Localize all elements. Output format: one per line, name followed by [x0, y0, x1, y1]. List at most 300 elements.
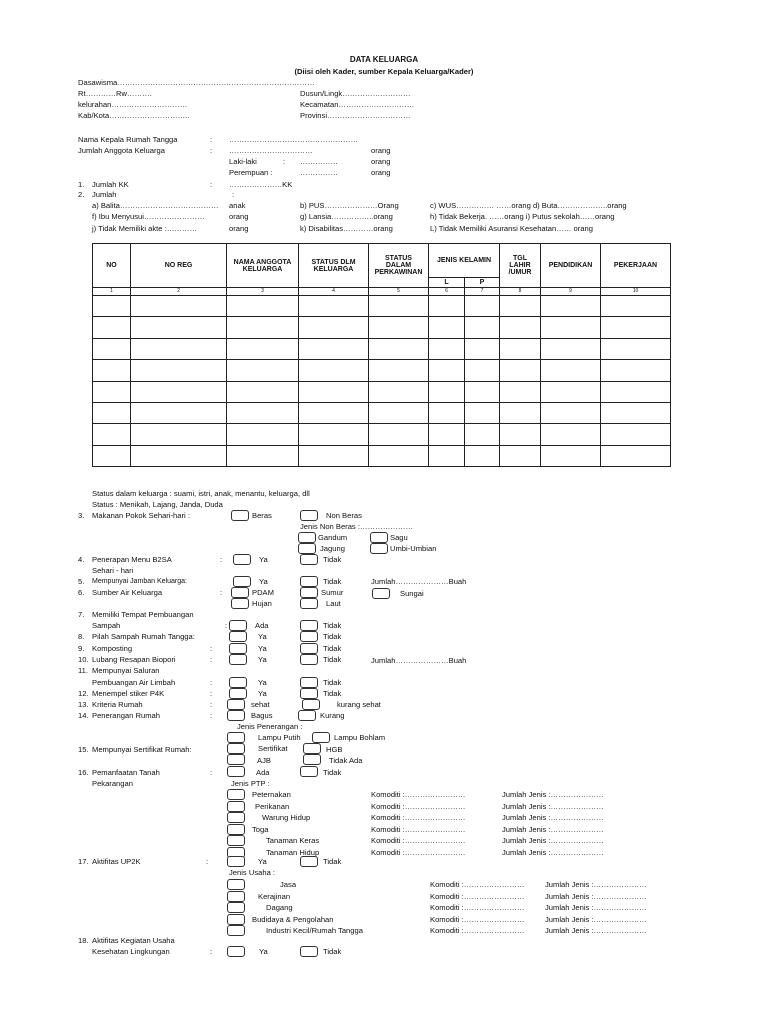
q12-no-checkbox[interactable] [300, 688, 318, 699]
item-number: 3. [78, 511, 85, 520]
tidak-bekerja-field[interactable]: h) Tidak Bekerja. ……orang i) Putus sekolah……orang [430, 212, 615, 221]
q15-sertifikat-checkbox[interactable] [227, 743, 245, 754]
table-cell[interactable] [500, 402, 541, 423]
q14-lampu-bohlam-label: Lampu Bohlam [334, 733, 386, 742]
table-cell[interactable] [500, 445, 541, 466]
table-row [93, 360, 671, 381]
q4-label: Penerapan Menu B2SA [92, 555, 172, 564]
table-cell[interactable] [131, 402, 227, 423]
members-label: Jumlah Anggota Keluarga [78, 146, 165, 155]
table-cell[interactable] [227, 296, 299, 317]
header-status-keluarga: STATUS DLM KELUARGA [299, 244, 369, 288]
q17-usaha-jumlah-field[interactable]: Jumlah Jenis :………………… [545, 926, 647, 935]
header-pendidikan: PENDIDIKAN [541, 244, 601, 288]
table-row [93, 381, 671, 402]
q15-tidak-ada-label: Tidak Ada [329, 756, 363, 765]
q8-label: Pilah Sampah Rumah Tangga: [92, 632, 195, 641]
table-cell[interactable] [369, 338, 429, 359]
q17-yes-checkbox[interactable] [227, 856, 245, 867]
male-label: Laki-laki [229, 157, 257, 166]
unit-label: orang [229, 212, 249, 221]
q9-no-label: Tidak [323, 644, 342, 653]
q17-yes-label: Ya [258, 857, 267, 866]
q18-no-checkbox[interactable] [300, 946, 318, 957]
q3-sub-label: Jenis Non Beras :………………… [300, 522, 414, 531]
item-number: 8. [78, 632, 85, 641]
balita-field[interactable]: a) Balita………………………………… [92, 201, 219, 210]
col-number: 1 [93, 288, 131, 296]
table-cell[interactable] [227, 402, 299, 423]
q9-no-checkbox[interactable] [300, 643, 318, 654]
table-row [93, 424, 671, 445]
table-row [93, 338, 671, 359]
q13-yes-label: sehat [251, 700, 270, 709]
colon: : [210, 180, 213, 189]
table-cell[interactable] [429, 402, 465, 423]
q17-usaha-checkbox[interactable] [227, 891, 245, 902]
q16-ptp-komoditi-field[interactable]: Komoditi :…………………… [371, 813, 466, 822]
q4-label-2: Sehari - hari [92, 566, 134, 575]
q17-usaha-jumlah-field[interactable]: Jumlah Jenis :………………… [545, 880, 647, 889]
col-number: 10 [601, 288, 671, 296]
ibu-menyusui-field[interactable]: f) Ibu Menyusui…………………… [92, 212, 205, 221]
q16-ptp-checkbox[interactable] [227, 801, 245, 812]
q16-ptp-checkbox[interactable] [227, 835, 245, 846]
q16-ptp-jumlah-field[interactable]: Jumlah Jenis :………………… [502, 847, 604, 857]
col-number: 4 [299, 288, 369, 296]
table-cell[interactable] [299, 381, 369, 402]
q7-no-checkbox[interactable] [300, 620, 318, 631]
table-cell[interactable] [93, 381, 131, 402]
table-cell[interactable] [429, 360, 465, 381]
table-cell[interactable] [601, 360, 671, 381]
table-cell[interactable] [465, 360, 500, 381]
table-cell[interactable] [227, 445, 299, 466]
table-row [93, 296, 671, 317]
q14-lampu-putih-label: Lampu Putih [258, 733, 301, 742]
table-cell[interactable] [369, 317, 429, 338]
item-number: 16. [78, 768, 89, 777]
q16-ptp-label: Perikanan [255, 801, 290, 811]
q17-usaha-label: Jasa [280, 880, 297, 889]
q16-no-label: Tidak [323, 768, 342, 777]
q10-label: Lubang Resapan Biopori [92, 655, 176, 664]
q10-yes-label: Ya [258, 655, 267, 664]
item-number: 7. [78, 610, 85, 619]
q16-ptp-label: Tanaman Keras [266, 836, 320, 845]
q16-ptp-jumlah-field[interactable]: Jumlah Jenis :………………… [502, 790, 604, 799]
q3-umbi-label: Umbi-Umbian [390, 544, 437, 553]
table-cell[interactable] [131, 317, 227, 338]
note-status-keluarga: Status dalam keluarga : suami, istri, anak, menantu, keluarga, dll [92, 489, 310, 498]
dasawisma-field[interactable]: Dasawisma…………………………………………………………………… [78, 78, 315, 87]
rt-rw-field[interactable]: Rt…………Rw………. [78, 89, 152, 98]
table-cell[interactable] [369, 402, 429, 423]
q3-nonberas-checkbox[interactable] [300, 510, 318, 521]
item-number: 11. [78, 666, 88, 675]
q17-usaha-checkbox[interactable] [227, 902, 245, 913]
table-cell[interactable] [131, 424, 227, 445]
q15-ajb-checkbox[interactable] [227, 754, 245, 765]
table-cell[interactable] [131, 445, 227, 466]
table-cell[interactable] [93, 402, 131, 423]
q17-no-checkbox[interactable] [300, 856, 318, 867]
table-row [93, 317, 671, 338]
table-cell[interactable] [93, 296, 131, 317]
table-cell[interactable] [369, 424, 429, 445]
table-cell[interactable] [227, 317, 299, 338]
provinsi-field[interactable]: Provinsi…………………………… [300, 111, 411, 120]
q16-ptp-checkbox[interactable] [227, 789, 245, 800]
header-no: NO [93, 244, 131, 288]
item-number: 18. [78, 936, 89, 945]
q5-count-field[interactable]: Jumlah…………………Buah [371, 577, 467, 586]
asuransi-field[interactable]: L) Tidak Memiliki Asuransi Kesehatan…… orang [430, 224, 593, 233]
colon: : [220, 555, 223, 564]
table-cell[interactable] [131, 360, 227, 381]
q17-usaha-jumlah-field[interactable]: Jumlah Jenis :………………… [545, 914, 647, 924]
q3-jagung-checkbox[interactable] [298, 543, 316, 554]
table-cell[interactable] [429, 381, 465, 402]
q13-no-label: kurang sehat [337, 700, 381, 709]
q3-umbi-checkbox[interactable] [370, 543, 388, 554]
colon: : [225, 621, 228, 630]
q8-no-label: Tidak [323, 632, 342, 641]
table-cell[interactable] [227, 424, 299, 445]
table-cell[interactable] [93, 360, 131, 381]
male-field[interactable]: …………… [300, 157, 338, 166]
table-cell[interactable] [429, 296, 465, 317]
q15-label: Mempunyai Sertifikat Rumah: [92, 745, 192, 754]
q16-ptp-jumlah-field[interactable]: Jumlah Jenis :………………… [502, 801, 604, 811]
colon: : [210, 678, 213, 687]
q14-sub-label: Jenis Penerangan : [237, 722, 303, 731]
q17-usaha-komoditi-field[interactable]: Komoditi :…………………… [430, 903, 525, 912]
q17-no-label: Tidak [323, 857, 342, 866]
table-cell[interactable] [299, 402, 369, 423]
header-jenis-kelamin: JENIS KELAMIN [429, 244, 500, 278]
q17-usaha-jumlah-field[interactable]: Jumlah Jenis :………………… [545, 903, 647, 912]
q10-no-checkbox[interactable] [300, 654, 318, 665]
table-cell[interactable] [541, 360, 601, 381]
table-cell[interactable] [429, 338, 465, 359]
item-number: 1. [78, 180, 85, 189]
table-cell[interactable] [369, 381, 429, 402]
table-cell[interactable] [299, 296, 369, 317]
table-cell[interactable] [541, 296, 601, 317]
q3-gandum-checkbox[interactable] [298, 532, 316, 543]
table-cell[interactable] [93, 424, 131, 445]
q6-pdam-label: PDAM [252, 588, 274, 597]
table-cell[interactable] [500, 296, 541, 317]
q10-count-field[interactable]: Jumlah…………………Buah [371, 656, 467, 665]
members-table [92, 243, 671, 467]
q3-beras-checkbox[interactable] [231, 510, 249, 521]
table-cell[interactable] [601, 424, 671, 445]
table-cell[interactable] [299, 317, 369, 338]
q6-sumur-label: Sumur [321, 588, 344, 597]
q18-yes-label: Ya [259, 947, 268, 956]
q14-no-label: Kurang [320, 711, 345, 720]
q18-label-2: Kesehatan Lingkungan [92, 947, 170, 956]
q6-hujan-label: Hujan [252, 599, 272, 608]
q17-usaha-komoditi-field[interactable]: Komoditi :…………………… [430, 914, 525, 924]
q5-yes-checkbox[interactable] [233, 576, 251, 587]
q3-nonberas-label: Non Beras [326, 511, 362, 520]
q15-hgb-label: HGB [326, 745, 343, 754]
kecamatan-field[interactable]: Kecamatan………………………… [300, 100, 415, 109]
q9-label: Komposting [92, 644, 133, 653]
q3-gandum-label: Gandum [318, 533, 348, 542]
item-number: 4. [78, 555, 85, 564]
q15-tidak-ada-checkbox[interactable] [303, 754, 321, 765]
q16-ptp-jumlah-field[interactable]: Jumlah Jenis :………………… [502, 824, 604, 834]
table-cell[interactable] [601, 317, 671, 338]
members-field[interactable]: …………………………… [229, 146, 313, 155]
q4-yes-checkbox[interactable] [233, 554, 251, 565]
table-cell[interactable] [500, 381, 541, 402]
colon: : [210, 689, 213, 698]
jumlah-label: Jumlah [92, 190, 117, 199]
q11-yes-checkbox[interactable] [229, 677, 247, 688]
lansia-field[interactable]: g) Lansia……………..orang [300, 212, 393, 221]
table-cell[interactable] [93, 317, 131, 338]
item-number: 6. [78, 588, 85, 597]
kabkota-field[interactable]: Kab/Kota………………………….. [78, 111, 190, 120]
colon: : [210, 644, 213, 653]
q16-ptp-komoditi-field[interactable]: Komoditi :…………………… [371, 847, 466, 857]
colon: : [210, 947, 213, 956]
item-number: 15. [78, 745, 89, 754]
q16-ptp-label: Tanaman Hidup [266, 847, 320, 857]
table-cell[interactable] [93, 338, 131, 359]
header-nama: NAMA ANGGOTA KELUARGA [227, 244, 299, 288]
disabilitas-field[interactable]: k) Disabilitas…………orang [300, 224, 393, 233]
q8-no-checkbox[interactable] [300, 631, 318, 642]
q17-usaha-komoditi-field[interactable]: Komoditi :…………………… [430, 891, 525, 901]
table-cell[interactable] [227, 338, 299, 359]
q16-ptp-jumlah-field[interactable]: Jumlah Jenis :………………… [502, 836, 604, 845]
q6-sungai-checkbox[interactable] [372, 588, 390, 599]
table-cell[interactable] [465, 317, 500, 338]
q16-label-2: Pekarangan [92, 779, 133, 788]
table-cell[interactable] [299, 445, 369, 466]
table-cell[interactable] [369, 296, 429, 317]
q13-no-checkbox[interactable] [302, 699, 320, 710]
q8-yes-checkbox[interactable] [229, 631, 247, 642]
unit-label: orang [229, 224, 249, 233]
q14-lampu-putih-checkbox[interactable] [227, 732, 245, 743]
colon: : [210, 655, 213, 664]
q16-ptp-label: Warung Hidup [262, 813, 311, 822]
q5-yes-label: Ya [259, 577, 268, 586]
q17-usaha-komoditi-field[interactable]: Komoditi :…………………… [430, 926, 525, 935]
table-cell[interactable] [299, 338, 369, 359]
table-cell[interactable] [131, 381, 227, 402]
q15-hgb-checkbox[interactable] [303, 743, 321, 754]
q14-yes-label: Bagus [251, 711, 273, 720]
q17-usaha-jumlah-field[interactable]: Jumlah Jenis :………………… [545, 891, 647, 901]
q16-ptp-komoditi-field[interactable]: Komoditi :…………………… [371, 790, 466, 799]
q7-yes-checkbox[interactable] [229, 620, 247, 631]
table-cell[interactable] [429, 424, 465, 445]
colon: : [210, 135, 213, 144]
q14-yes-checkbox[interactable] [227, 710, 245, 721]
table-cell[interactable] [500, 424, 541, 445]
q16-ptp-komoditi-field[interactable]: Komoditi :…………………… [371, 824, 466, 834]
table-cell[interactable] [541, 317, 601, 338]
q16-sub-label: Jenis PTP : [231, 779, 270, 788]
colon: : [220, 588, 223, 597]
q3-sagu-checkbox[interactable] [370, 532, 388, 543]
q14-no-checkbox[interactable] [298, 710, 316, 721]
q17-usaha-checkbox[interactable] [227, 925, 245, 936]
q16-yes-checkbox[interactable] [227, 766, 245, 777]
table-cell[interactable] [465, 424, 500, 445]
table-cell[interactable] [93, 445, 131, 466]
q16-ptp-komoditi-field[interactable]: Komoditi :…………………… [371, 836, 466, 845]
table-cell[interactable] [601, 338, 671, 359]
q17-sub-label: Jenis Usaha : [229, 868, 276, 877]
q16-label: Pemanfaatan Tanah [92, 768, 160, 777]
table-cell[interactable] [541, 424, 601, 445]
head-field[interactable]: …………………………………………… [229, 135, 359, 144]
female-label: Perempuan : [229, 168, 273, 177]
q11-yes-label: Ya [258, 678, 267, 687]
col-number: 9 [541, 288, 601, 296]
q17-label: Aktifitas UP2K [92, 857, 141, 866]
col-number: 6 [429, 288, 465, 296]
table-cell[interactable] [465, 338, 500, 359]
colon: : [232, 190, 235, 199]
q6-sumur-checkbox[interactable] [300, 587, 318, 598]
wus-buta-field[interactable]: c) WUS…………… ……orang d) Buta………………..orang [430, 201, 627, 210]
colon: : [206, 857, 209, 866]
q3-sagu-label: Sagu [390, 533, 408, 542]
kelurahan-field[interactable]: kelurahan………………………… [78, 100, 188, 109]
table-cell[interactable] [227, 360, 299, 381]
members-unit: orang [371, 146, 391, 155]
colon: : [210, 711, 213, 720]
q5-no-checkbox[interactable] [300, 576, 318, 587]
kk-label: Jumlah KK [92, 180, 129, 189]
colon: : [210, 768, 213, 777]
q18-no-label: Tidak [323, 947, 342, 956]
table-cell[interactable] [131, 296, 227, 317]
table-cell[interactable] [299, 424, 369, 445]
tidak-akte-field[interactable]: j) Tidak Memiliki akte :………… [92, 224, 198, 233]
q11-no-checkbox[interactable] [300, 677, 318, 688]
item-number: 13. [78, 700, 89, 709]
q15-ajb-label: AJB [257, 756, 271, 765]
q7-no-label: Tidak [323, 621, 342, 630]
item-number: 12. [78, 689, 89, 698]
q10-yes-checkbox[interactable] [229, 654, 247, 665]
table-cell[interactable] [601, 296, 671, 317]
form-subtitle: (Diisi oleh Kader, sumber Kepala Keluarga/Kader) [294, 67, 474, 76]
table-cell[interactable] [500, 338, 541, 359]
q18-label: Aktifitas Kegiatan Usaha [92, 936, 175, 945]
table-cell[interactable] [500, 317, 541, 338]
table-cell[interactable] [299, 360, 369, 381]
q16-ptp-jumlah-field[interactable]: Jumlah Jenis :………………… [502, 813, 604, 822]
item-number: 2. [78, 190, 85, 199]
q11-label: Mempunyai Saluran [92, 666, 160, 675]
pus-field[interactable]: b) PUS…………………Orang [300, 201, 399, 210]
table-cell[interactable] [465, 402, 500, 423]
q14-lampu-bohlam-checkbox[interactable] [312, 732, 330, 743]
header-p: P [465, 278, 500, 288]
q9-yes-checkbox[interactable] [229, 643, 247, 654]
q11-label-2: Pembuangan Air Limbah [92, 678, 176, 687]
table-cell[interactable] [541, 338, 601, 359]
q4-no-checkbox[interactable] [300, 554, 318, 565]
q13-yes-checkbox[interactable] [227, 699, 245, 710]
form-title: DATA KELUARGA [349, 55, 419, 64]
table-cell[interactable] [500, 360, 541, 381]
table-cell[interactable] [541, 445, 601, 466]
dusun-field[interactable]: Dusun/Lingk……………………… [300, 89, 411, 98]
q17-usaha-checkbox[interactable] [227, 914, 245, 925]
table-cell[interactable] [541, 402, 601, 423]
table-cell[interactable] [369, 445, 429, 466]
col-number: 5 [369, 288, 429, 296]
kk-field[interactable]: …………………KK [229, 180, 293, 189]
q17-usaha-label: Dagang [266, 903, 293, 912]
table-cell[interactable] [601, 445, 671, 466]
table-cell[interactable] [541, 381, 601, 402]
col-number: 8 [500, 288, 541, 296]
q3-beras-label: Beras [252, 511, 272, 520]
table-cell[interactable] [227, 381, 299, 402]
table-cell[interactable] [429, 445, 465, 466]
q16-ptp-label: Toga [252, 824, 269, 834]
q7-yes-label: Ada [255, 621, 269, 630]
unit-label: anak [229, 201, 246, 210]
q4-yes-label: Ya [259, 555, 268, 564]
q9-yes-label: Ya [258, 644, 267, 653]
q16-ptp-komoditi-field[interactable]: Komoditi :…………………… [371, 801, 466, 811]
col-number: 7 [465, 288, 500, 296]
q6-hujan-checkbox[interactable] [231, 598, 249, 609]
header-pekerjaan: PEKERJAAN [601, 244, 671, 288]
q6-laut-checkbox[interactable] [300, 598, 318, 609]
table-cell[interactable] [601, 402, 671, 423]
q16-ptp-label: Peternakan [252, 790, 291, 799]
table-cell[interactable] [465, 296, 500, 317]
q6-pdam-checkbox[interactable] [231, 587, 249, 598]
q17-usaha-checkbox[interactable] [227, 879, 245, 890]
q17-usaha-label: Budidaya & Pengolahan [252, 914, 334, 924]
q8-yes-label: Ya [258, 632, 267, 641]
q16-ptp-checkbox[interactable] [227, 824, 245, 835]
female-field[interactable]: …………… [300, 168, 338, 177]
header-l: L [429, 278, 465, 288]
table-cell[interactable] [465, 445, 500, 466]
q16-ptp-checkbox[interactable] [227, 812, 245, 823]
table-cell[interactable] [429, 317, 465, 338]
q18-yes-checkbox[interactable] [227, 946, 245, 957]
table-cell[interactable] [601, 381, 671, 402]
q12-yes-checkbox[interactable] [229, 688, 247, 699]
q16-no-checkbox[interactable] [300, 766, 318, 777]
q12-yes-label: Ya [258, 689, 267, 698]
q17-usaha-komoditi-field[interactable]: Komoditi :…………………… [430, 880, 525, 889]
table-cell[interactable] [131, 338, 227, 359]
note-status-kawin: Status : Menikah, Lajang, Janda, Duda [92, 500, 223, 509]
table-cell[interactable] [369, 360, 429, 381]
table-cell[interactable] [465, 381, 500, 402]
